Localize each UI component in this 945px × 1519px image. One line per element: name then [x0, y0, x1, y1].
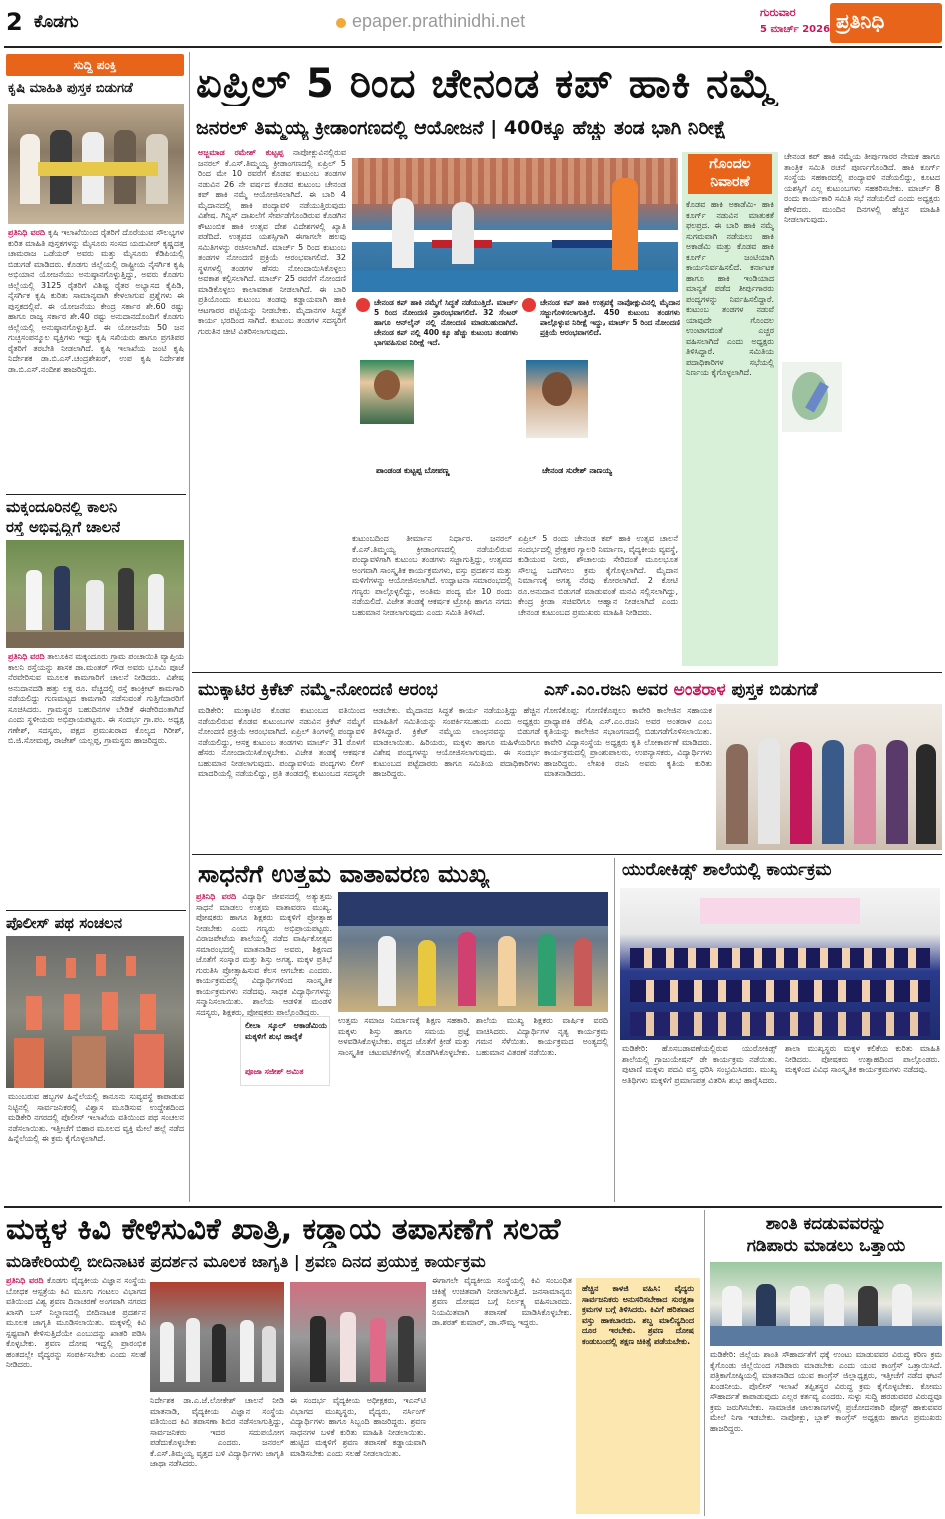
road-headline-2: ರಸ್ತೆ ಅಭಿವೃದ್ಧಿಗೆ ಚಾಲನೆ [6, 518, 121, 536]
sun-icon [336, 18, 346, 28]
column-divider [704, 1210, 705, 1516]
sadhane-headline: ಸಾಧನೆಗೆ ಉತ್ತಮ ವಾತಾವರಣ ಮುಖ್ಯ [198, 860, 490, 888]
sadhane-body: ವಿದ್ಯಾರ್ಥಿ ಜೀವನದಲ್ಲಿ ಅತ್ಯುತ್ತಮ ಸಾಧನೆ ಮಾಡಲು ಉತ್ತಮ ವಾತಾವರಣ ಮುಖ್ಯ. ಪೋಷಕರು ಹಾಗೂ ಶಿಕ್ಷಕರು ಮಕ್ಕಳಿಗೆ ಪ್ರೋತ್ಸಾಹ ನೀಡಬೇಕು ಎಂದು ಗಣ್ಯರು ಅಭಿಪ್ರಾಯಪಟ್ಟರು. ವಿರಾಜಪೇಟೆಯ ಶಾಲೆಯಲ್ಲಿ ನಡೆದ ವಾರ್ಷಿಕೋತ್ಸವ ಸಮಾರಂಭದಲ್ಲಿ ಮಾತನಾಡಿದ ಅವರು, ಶಿಕ್ಷಣದ ಜೊತೆಗೆ ಸಂಸ್ಕಾರ ಮತ್ತು ಶಿಸ್ತು ಅಗತ್ಯ. ಮಕ್ಕಳ ಪ್ರತಿಭೆ ಗುರುತಿಸಿ ಪ್ರೋತ್ಸಾಹಿಸುವ ಕೆಲಸ ಆಗಬೇಕು ಎಂದರು. ಕಾರ್ಯಕ್ರಮದಲ್ಲಿ ವಿದ್ಯಾರ್ಥಿಗಳಿಂದ ಸಾಂಸ್ಕೃತಿಕ ಕಾರ್ಯಕ್ರಮಗಳು ನಡೆದವು. ಸಾಧಕ ವಿದ್ಯಾರ್ಥಿಗಳನ್ನು ಸನ್ಮಾನಿಸಲಾಯಿತು. ಶಾಲೆಯ ಆಡಳಿತ ಮಂಡಳಿ ಸದಸ್ಯರು, ಶಿಕ್ಷಕರು, ಪೋಷಕರು ಪಾಲ್ಗೊಂಡಿದ್ದರು. [196, 892, 332, 1017]
lead-col2: ಕುಟುಂಬದಿಂದ ತೀರ್ಮಾನ ನಿರ್ಧಾರ. ಜನರಲ್ ಕೆ.ಎಸ್.ತಿಮ್ಮಯ್ಯ ಕ್ರೀಡಾಂಗಣದಲ್ಲಿ ನಡೆಯಲಿರುವ ಪಂದ್ಯಾವಳಿಗಾಗಿ ಕುಟುಂಬ ತಂಡಗಳು ಸಜ್ಜಾಗುತ್ತಿದ್ದು, ಉತ್ಸವದ ಅಂಗವಾಗಿ ಸಾಂಸ್ಕೃತಿಕ ಕಾರ್ಯಕ್ರಮಗಳು, ವಸ್ತು ಪ್ರದರ್ಶನ ಮತ್ತು ಮಳಿಗೆಗಳನ್ನು ಆಯೋಜಿಸಲಾಗಿದೆ. ಉದ್ಘಾಟನಾ ಸಮಾರಂಭದಲ್ಲಿ ಗಣ್ಯರು ಪಾಲ್ಗೊಳ್ಳಲಿದ್ದು, ಅಂತಿಮ ಪಂದ್ಯ ಮೇ 10 ರಂದು ನಡೆಯಲಿದೆ. ವಿಜೇತ ತಂಡಕ್ಕೆ ಆಕರ್ಷಕ ಟ್ರೋಫಿ ಹಾಗೂ ನಗದು ಬಹುಮಾನ ನೀಡಲಾಗುವುದು ಎಂದು ಸಮಿತಿ ತಿಳಿಸಿದೆ. [352, 534, 512, 617]
left-column [0, 48, 188, 1208]
divider [192, 854, 942, 855]
rajani-head-pre: ಎಸ್.ಎಂ.ರಜನಿ ಅವರ [544, 680, 668, 700]
press-meet-photo [710, 1262, 942, 1346]
site-url[interactable]: epaper.prathinidhi.net [352, 11, 526, 31]
issue-date: 5 ಮಾರ್ಚ್ 2026 [760, 24, 831, 35]
book-body: ಕೃಷಿ ಇಲಾಖೆಯಿಂದ ರೈತರಿಗೆ ದೊರೆಯುವ ಸೌಲಭ್ಯಗಳ ಕುರಿತ ಮಾಹಿತಿ ಪುಸ್ತಕಗಳನ್ನು ಮೈಸೂರು ಸಂಸದ ಯದುವೀರ್ ಕೃಷ್ಣದತ್ತ ಚಾಮರಾಜ ಒಡೆಯರ್ ಅವರು ಮತ್ತು ಮೈಸೂರು ಕೆಡಿಪಿಯಲ್ಲಿ ಬಿಡುಗಡೆ ಮಾಡಿದರು. ಕೊಡಗು ಜಿಲ್ಲೆಯಲ್ಲಿ ರಾಷ್ಟ್ರೀಯ ನೈಸರ್ಗಿಕ ಕೃಷಿ ಅಭಿಯಾನ ಯೋಜನೆಯು ಅನುಷ್ಠಾನಗೊಳ್ಳುತ್ತಿದ್ದು, ಅವರು ಕೊಡಗು ಜಿಲ್ಲೆಯಲ್ಲಿ 3125 ರೈತರಿಗೆ ವಿಶಿಷ್ಟ ರೈತರ ಅಭ್ಯಾಸದ ಕೈಪಿಡಿ, ನೈಸರ್ಗಿಕ ಕೃಷಿ ಕುರಿತು ಸಾಮಾನ್ಯವಾಗಿ ಕೇಳಲಾಗುವ ಪ್ರಶ್ನೆಗಳು ಈ ಪುಸ್ತಕದಲ್ಲಿವೆ. ಈ ಯೋಜನೆಯು ಕೇಂದ್ರ ಸರ್ಕಾರ ಶೇ.60 ರಷ್ಟು ಹಾಗೂ ರಾಜ್ಯ ಸರ್ಕಾರ ಶೇ.40 ರಷ್ಟು ಅನುದಾನದೊಂದಿಗೆ ಕೊಡಗು ಜಿಲ್ಲೆಯಲ್ಲಿ ಅನುಷ್ಠಾನಗೊಳ್ಳುತ್ತಿದೆ. ಈ ಯೋಜನೆಯ 50 ಜನ ಗುಚ್ಛಸಂಪನ್ಮೂಲ ವ್ಯಕ್ತಿಗಳು ಇದ್ದು ಕೃಷಿ ಸಖಿಯರು ಹಾಗೂ ಪ್ರಗತಿಪರ ರೈತರಿಗೆ ತರಬೇತಿ ನೀಡಲಾಗಿದೆ. ಕೃಷಿ ಇಲಾಖೆಯ ಜಂಟಿ ಕೃಷಿ ನಿರ್ದೇಶಕ ಡಾ.ಬಿ.ಎಸ್.ಚಂದ್ರಶೇಖರ್, ಉಪ ಕೃಷಿ ನಿರ್ದೇಶಕ ಡಾ.ಬಿ.ಎಸ್.ನಂದೀಶ ಹಾಜರಿದ್ದರು. [8, 228, 184, 374]
lead-byline: ಅಜ್ಜಮಾಡ ರಮೇಶ್ ಕುಟ್ಟಪ್ಪ [198, 148, 284, 157]
quote-icon [356, 298, 370, 312]
section-tag [6, 54, 184, 76]
page-number: 2 [6, 8, 23, 36]
book-byline: ಪ್ರತಿನಿಧಿ ವರದಿ [8, 228, 46, 237]
book-release-photo [8, 104, 184, 224]
quote-box-2 [522, 298, 680, 526]
rajani-head-accent: ಅಂತರಾಳ [673, 680, 726, 700]
book-headline: ಕೃಷಿ ಮಾಹಿತಿ ಪುಸ್ತಕ ಬಿಡುಗಡೆ [8, 81, 133, 96]
rajani-headline [544, 680, 942, 700]
bottom-subheadline: ಮಡಿಕೇರಿಯಲ್ಲಿ ಬೀದಿನಾಟಕ ಪ್ರದರ್ಶನ ಮೂಲಕ ಜಾಗೃತಿ | ಶ್ರವಣ ದಿನದ ಪ್ರಯುಕ್ತ ಕಾರ್ಯಕ್ರಮ [6, 1252, 486, 1271]
column-divider [189, 52, 190, 1202]
lead-col1 [198, 148, 346, 666]
quote-2-portrait [526, 360, 588, 438]
bottom-col3: ಈ ಸಂದರ್ಭ ವೈದ್ಯಕೀಯ ಅಧೀಕ್ಷಕರು, ಇಎನ್‌ಟಿ ವಿಭಾಗದ ಮುಖ್ಯಸ್ಥರು, ವೈದ್ಯರು, ನರ್ಸಿಂಗ್ ವಿದ್ಯಾರ್ಥಿಗಳು ಹಾಗೂ ಸಿಬ್ಬಂದಿ ಹಾಜರಿದ್ದರು. ಶ್ರವಣ ಸಾಧನಗಳ ಬಳಕೆ ಕುರಿತು ಮಾಹಿತಿ ನೀಡಲಾಯಿತು. ಹುಟ್ಟಿದ ಮಕ್ಕಳಿಗೆ ಶ್ರವಣ ತಪಾಸಣೆ ಕಡ್ಡಾಯವಾಗಿ ಮಾಡಿಸಬೇಕು ಎಂದು ಸಲಹೆ ನೀಡಲಾಯಿತು. [290, 1396, 426, 1458]
gondala-title-2: ನಿವಾರಣೆ [710, 174, 750, 190]
cricket-headline: ಮುಕ್ಕಾಟಿರ ಕ್ರಿಕೆಟ್ ನಮ್ಮೆ-ನೋಂದಣಿ ಆರಂಭ [198, 680, 438, 700]
rajani-head-post: ಪುಸ್ತಕ ಬಿಡುಗಡೆ [731, 680, 818, 700]
gondala-body-2: ಚೇನಂಡ ಕಪ್ ಹಾಕಿ ನಮ್ಮೆಯ ತೀರ್ಪುಗಾರರ ನೇಮಕ ಹಾಗೂ ತಾಂತ್ರಿಕ ಸಮಿತಿ ರಚನೆ ಪೂರ್ಣಗೊಂಡಿದೆ. ಹಾಕಿ ಕೂರ್ಗ್ ಸಂಸ್ಥೆಯ ಸಹಕಾರದಲ್ಲಿ ಪಂದ್ಯಾವಳಿ ನಡೆಯಲಿದ್ದು, ಕೂಟದ ಯಶಸ್ಸಿಗೆ ಎಲ್ಲ ಕುಟುಂಬಗಳು ಸಹಕರಿಸಬೇಕು. ಮಾರ್ಚ್ 8 ರಂದು ಕಾರ್ಯಕಾರಿ ಸಮಿತಿ ಸಭೆ ನಡೆಯಲಿದೆ ಎಂದು ಅಧ್ಯಕ್ಷರು ಹೇಳಿದರು. ಮುಂದಿನ ದಿನಗಳಲ್ಲಿ ಹೆಚ್ಚಿನ ಮಾಹಿತಿ ನೀಡಲಾಗುವುದು. [784, 152, 940, 224]
book-release-group-photo [716, 704, 942, 850]
hockey-illustration [782, 362, 842, 432]
quote-2-text: ಚೇನಂಡ ಕಪ್ ಹಾಕಿ ಉತ್ಸವಕ್ಕೆ ನಾಪೋಕ್ಲುವಿನಲ್ಲಿ ಮೈದಾನ ಸಜ್ಜುಗೊಳಿಸಲಾಗುತ್ತಿದೆ. 450 ಕುಟುಂಬ ತಂಡಗಳು ಪಾಲ್ಗೊಳ್ಳುವ ನಿರೀಕ್ಷೆ ಇದ್ದು, ಮಾರ್ಚ್ 5 ರಿಂದ ನೋಂದಣಿ ಪ್ರಕ್ರಿಯೆ ಆರಂಭವಾಗಲಿದೆ. [540, 298, 680, 337]
bottom-col1 [6, 1276, 146, 1514]
bottom-col1-body: ಕೊಡಗು ವೈದ್ಯಕೀಯ ವಿಜ್ಞಾನ ಸಂಸ್ಥೆಯ ಬೋಧಕ ಆಸ್ಪತ್ರೆಯ ಕಿವಿ ಮೂಗು ಗಂಟಲು ವಿಭಾಗದ ವತಿಯಿಂದ ವಿಶ್ವ ಶ್ರವಣ ದಿನಾಚರಣೆ ಅಂಗವಾಗಿ ನಗರದ ಖಾಸಗಿ ಬಸ್ ನಿಲ್ದಾಣದಲ್ಲಿ ಬೀದಿನಾಟಕ ಪ್ರದರ್ಶನ ಮೂಲಕ ಜಾಗೃತಿ ಮೂಡಿಸಲಾಯಿತು. ಮಕ್ಕಳಲ್ಲಿ ಕಿವಿ ಸ್ಪಷ್ಟವಾಗಿ ಕೇಳಿಸುತ್ತಿದೆಯೇ ಎಂಬುದನ್ನು ಖಾತರಿ ಪಡಿಸಿ ಕೊಳ್ಳಬೇಕು. ಶ್ರವಣ ದೋಷ ಇದ್ದಲ್ಲಿ ಪ್ರಾರಂಭಿಕ ಹಂತದಲ್ಲೇ ವೈದ್ಯರನ್ನು ಸಂಪರ್ಕಿಸಬೇಕು ಎಂದು ಸಲಹೆ ನೀಡಿದರು. [6, 1276, 146, 1369]
bottom-headline: ಮಕ್ಕಳ ಕಿವಿ ಕೇಳಿಸುವಿಕೆ ಖಾತ್ರಿ, ಕಡ್ಡಾಯ ತಪಾಸಣೆಗೆ ಸಲಹೆ [6, 1212, 561, 1247]
bottom-col2: ನಿರ್ದೇಶಕ ಡಾ.ಎ.ಜೆ.ಲೋಕೇಶ್ ಚಾಲನೆ ನೀಡಿ ಮಾತನಾಡಿ, ವೈದ್ಯಕೀಯ ವಿಜ್ಞಾನ ಸಂಸ್ಥೆಯ ವತಿಯಿಂದ ಕಿವಿ ತಪಾಸಣಾ ಶಿಬಿರ ನಡೆಸಲಾಗುತ್ತಿದ್ದು, ಸಾರ್ವಜನಿಕರು ಇದರ ಸದುಪಯೋಗ ಪಡೆದುಕೊಳ್ಳಬೇಕು ಎಂದರು. ಜನರಲ್ ಕೆ.ಎಸ್.ತಿಮ್ಮಯ್ಯ ವೃತ್ತದ ಬಳಿ ವಿದ್ಯಾರ್ಥಿಗಳು ಜಾಗೃತಿ ಜಾಥಾ ನಡೆಸಿದರು. [150, 1396, 284, 1468]
police-march-photo [6, 936, 184, 1088]
quote-2-name: ಚೇನಂಡ ಸುರೇಶ್ ನಾಣಯ್ಯ [542, 466, 612, 475]
gondala-box [682, 152, 942, 666]
quote-1-portrait [360, 360, 414, 424]
lead-col3: ಏಪ್ರಿಲ್ 5 ರಂದು ಚೇನಂಡ ಕಪ್ ಹಾಕಿ ಉತ್ಸವ ಚಾಲನೆ ಸಂದರ್ಭದಲ್ಲಿ ಪ್ರೇಕ್ಷಕರ ಗ್ಯಾಲರಿ ನಿರ್ಮಾಣ, ವೈದ್ಯಕೀಯ ವ್ಯವಸ್ಥೆ, ಕುಡಿಯುವ ನೀರು, ಶೌಚಾಲಯ ಸೇರಿದಂತೆ ಮೂಲಭೂತ ಸೌಲಭ್ಯ ಒದಗಿಸಲು ಕ್ರಮ ಕೈಗೊಳ್ಳಲಾಗಿದೆ. ಮೈದಾನ ನಿರ್ಮಾಣಕ್ಕೆ ಅಗತ್ಯ ನೆರವು ಕೋರಲಾಗಿದೆ. 2 ಕೋಟಿ ರೂ.ಅನುದಾನ ಬಿಡುಗಡೆ ಮಾಡುವಂತೆ ಮನವಿ ಸಲ್ಲಿಸಲಾಗಿದ್ದು, ಕೇಂದ್ರ ಕ್ರೀಡಾ ಸಚಿವರಿಗೂ ಆಹ್ವಾನ ನೀಡಲಾಗಿದೆ ಎಂದು ಚೇನಂಡ ಕುಟುಂಬದ ಪ್ರಮುಖರು ಮಾಹಿತಿ ನೀಡಿದರು. [518, 534, 678, 617]
bottom-byline: ಪ್ರತಿನಿಧಿ ವರದಿ [6, 1276, 44, 1285]
sadhane-quote-box [240, 1016, 330, 1086]
section-tag-label: ಸುದ್ದಿ ಪಂಕ್ತಿ [73, 58, 117, 72]
gondala-title-1: ಗೊಂದಲ [709, 156, 751, 172]
euro-body: ಮಡಿಕೇರಿ: ಹೊಸಬಡಾವಣೆಯಲ್ಲಿರುವ ಯುರೋಕಿಡ್ಸ್ ಶಾಲೆಯಲ್ಲಿ ಗ್ರಾಜುಯೇಷನ್ ಡೇ ಕಾರ್ಯಕ್ರಮ ನಡೆಯಿತು. ಪುಟಾಣಿ ಮಕ್ಕಳು ಪದವಿ ವಸ್ತ್ರ ಧರಿಸಿ ಸಂಭ್ರಮಿಸಿದರು. ಮುಖ್ಯ ಅತಿಥಿಗಳು ಮಕ್ಕಳಿಗೆ ಪ್ರಮಾಣಪತ್ರ ವಿತರಿಸಿ ಶುಭ ಹಾರೈಸಿದರು. ಶಾಲಾ ಮುಖ್ಯಸ್ಥರು ಮಕ್ಕಳ ಕಲಿಕೆಯ ಕುರಿತು ಮಾಹಿತಿ ನೀಡಿದರು. ಪೋಷಕರು ಉತ್ಸಾಹದಿಂದ ಪಾಲ್ಗೊಂಡರು. ಮಕ್ಕಳಿಂದ ವಿವಿಧ ಸಾಂಸ್ಕೃತಿಕ ಕಾರ್ಯಕ್ರಮಗಳು ನಡೆದವು. [622, 1044, 940, 1085]
bottom-col4: ಈಗಾಗಲೇ ವೈದ್ಯಕೀಯ ಸಂಸ್ಥೆಯಲ್ಲಿ ಕಿವಿ ಸಂಬಂಧಿತ ಚಿಕಿತ್ಸೆ ಉಚಿತವಾಗಿ ನೀಡಲಾಗುತ್ತಿದೆ. ಜನಸಾಮಾನ್ಯರು ಶ್ರವಣ ದೋಷದ ಬಗ್ಗೆ ನಿರ್ಲಕ್ಷ್ಯ ವಹಿಸಬಾರದು. ನಿಯಮಿತವಾಗಿ ತಪಾಸಣೆ ಮಾಡಿಸಿಕೊಳ್ಳಬೇಕು. ಡಾ.ಶರತ್ ಕುಮಾರ್, ಡಾ.ಸೌಮ್ಯ ಇದ್ದರು. [432, 1276, 572, 1327]
cricket-body: ಮಡಿಕೇರಿ: ಮುಕ್ಕಾಟಿರ ಕೊಡವ ಕುಟುಂಬದ ವತಿಯಿಂದ ನಡೆಯಲಿರುವ ಕೊಡವ ಕುಟುಂಬಗಳ ನಡುವಿನ ಕ್ರಿಕೆಟ್ ನಮ್ಮೆಗೆ ನೋಂದಣಿ ಪ್ರಕ್ರಿಯೆ ಆರಂಭವಾಗಿದೆ. ಏಪ್ರಿಲ್ ತಿಂಗಳಲ್ಲಿ ಪಂದ್ಯಾವಳಿ ನಡೆಯಲಿದ್ದು, ಆಸಕ್ತ ಕುಟುಂಬ ತಂಡಗಳು ಮಾರ್ಚ್ 31 ರೊಳಗೆ ಹೆಸರು ನೋಂದಾಯಿಸಿಕೊಳ್ಳಬೇಕು. ವಿಜೇತ ತಂಡಕ್ಕೆ ಆಕರ್ಷಕ ಬಹುಮಾನ ನೀಡಲಾಗುವುದು. ಪಂದ್ಯಾವಳಿಯ ಪಂದ್ಯಗಳು ಲೀಗ್ ಮಾದರಿಯಲ್ಲಿ ನಡೆಯಲಿದ್ದು, ಪ್ರತಿ ತಂಡದಲ್ಲಿ ಕುಟುಂಬದ ಸದಸ್ಯರೇ ಆಡಬೇಕು. ಮೈದಾನದ ಸಿದ್ಧತೆ ಕಾರ್ಯ ನಡೆಯುತ್ತಿದ್ದು ಹೆಚ್ಚಿನ ಮಾಹಿತಿಗೆ ಸಮಿತಿಯನ್ನು ಸಂಪರ್ಕಿಸಬಹುದು ಎಂದು ಅಧ್ಯಕ್ಷರು ತಿಳಿಸಿದ್ದಾರೆ. ಕ್ರಿಕೆಟ್ ನಮ್ಮೆಯ ಲಾಂಛನವನ್ನು ಬಿಡುಗಡೆ ಮಾಡಲಾಯಿತು. ಹಿರಿಯರು, ಮಕ್ಕಳು ಹಾಗೂ ಮಹಿಳೆಯರಿಗೂ ವಿಶೇಷ ಪಂದ್ಯಗಳನ್ನು ಆಯೋಜಿಸಲಾಗುವುದು. ಈ ಸಂದರ್ಭ ಕುಟುಂಬದ ಪಟ್ಟೆದಾರರು ಹಾಗೂ ಸಮಿತಿಯ ಪದಾಧಿಕಾರಿಗಳು ಹಾಜರಿದ್ದರು. [198, 706, 540, 778]
lead-subheadline: ಜನರಲ್ ತಿಮ್ಮಯ್ಯ ಕ್ರೀಡಾಂಗಣದಲ್ಲಿ ಆಯೋಜನೆ | 400ಕ್ಕೂ ಹೆಚ್ಚು ತಂಡ ಭಾಗಿ ನಿರೀಕ್ಷೆ [196, 117, 727, 139]
quote-1-text: ಚೇನಂಡ ಕಪ್ ಹಾಕಿ ನಮ್ಮೆಗೆ ಸಿದ್ಧತೆ ನಡೆಯುತ್ತಿದೆ. ಮಾರ್ಚ್ 5 ರಿಂದ ನೋಂದಣಿ ಪ್ರಾರಂಭವಾಗಲಿದೆ. 32 ಸೆಂಟರ್ ಹಾಗೂ ಆನ್‌ಲೈನ್ ನಲ್ಲಿ ನೋಂದಣಿ ಮಾಡಬಹುದಾಗಿದೆ. ಚೇನಂಡ ಕಪ್ ನಲ್ಲಿ 400 ಕ್ಕೂ ಹೆಚ್ಚು ಕುಟುಂಬ ತಂಡಗಳು ಭಾಗವಹಿಸುವ ನಿರೀಕ್ಷೆ ಇದೆ. [374, 298, 518, 347]
road-headline-1: ಮಕ್ಕಂದೂರಿನಲ್ಲಿ ಕಾಲನಿ [6, 498, 118, 516]
march-story: ಮುಂಬರುವ ಹಬ್ಬಗಳ ಹಿನ್ನೆಲೆಯಲ್ಲಿ ಕಾನೂನು ಸುವ್ಯವಸ್ಥೆ ಕಾಪಾಡುವ ನಿಟ್ಟಿನಲ್ಲಿ ಸಾರ್ವಜನಿಕರಲ್ಲಿ ವಿಶ್ವಾಸ ಮೂಡಿಸುವ ಉದ್ದೇಶದಿಂದ ಮಡಿಕೇರಿ ನಗರದಲ್ಲಿ ಪೊಲೀಸ್ ಇಲಾಖೆಯ ವತಿಯಿಂದ ಪಥ ಸಂಚಲನ ನಡೆಸಲಾಯಿತು. ಇತ್ತೀಚೆಗೆ ಬಿಹಾರ ಮೂಲದ ವ್ಯಕ್ತಿ ಮೇಲೆ ಹಲ್ಲೆ ನಡೆದ ಹಿನ್ನೆಲೆಯಲ್ಲಿ ಈ ಕ್ರಮ ಕೈಗೊಳ್ಳಲಾಗಿದೆ. [8, 1092, 184, 1143]
school-event-photo [338, 892, 608, 1012]
rajani-body: ಗೋಣಿಕೊಪ್ಪ: ಗೋಣಿಕೊಪ್ಪಲು ಕಾವೇರಿ ಕಾಲೇಜಿನ ಸಹಾಯಕ ಪ್ರಾಧ್ಯಾಪಕಿ ಡೆಲಿಷಿ ಎಸ್.ಎಂ.ರಜನಿ ಅವರ ಅಂತರಾಳ ಎಂಬ ಕೃತಿಯನ್ನು ಕಾಲೇಜಿನ ಸಭಾಂಗಣದಲ್ಲಿ ಬಿಡುಗಡೆಗೊಳಿಸಲಾಯಿತು. ಕಾವೇರಿ ವಿದ್ಯಾಸಂಸ್ಥೆಯ ಅಧ್ಯಕ್ಷರು ಕೃತಿ ಲೋಕಾರ್ಪಣೆ ಮಾಡಿದರು. ಕಾರ್ಯಕ್ರಮದಲ್ಲಿ ಪ್ರಾಂಶುಪಾಲರು, ಉಪನ್ಯಾಸಕರು, ವಿದ್ಯಾರ್ಥಿಗಳು ಹಾಜರಿದ್ದರು. ಲೇಖಕಿ ರಜನಿ ಅವರು ಕೃತಿಯ ಕುರಿತು ಮಾತನಾಡಿದರು. [544, 706, 712, 778]
quote-1-name: ಪಾಂಡಂಡ ಕುಟ್ಟಪ್ಪ ಬೋಪಣ್ಣ [376, 466, 450, 475]
quote-box-1 [356, 298, 518, 526]
quote-icon [522, 298, 536, 312]
road-byline: ಪ್ರತಿನಿಧಿ ವರದಿ [8, 652, 45, 661]
divider [192, 672, 942, 673]
divider [4, 1206, 942, 1208]
road-body: ತಾಲೂಕಿನ ಮಕ್ಕಂದೂರು ಗ್ರಾಮ ಪಂಚಾಯಿತಿ ವ್ಯಾಪ್ತಿಯ ಕಾಲನಿ ರಸ್ತೆಯನ್ನು ಶಾಸಕ ಡಾ.ಮಂತರ್ ಗೌಡ ಅವರು ಭೂಮಿ ಪೂಜೆ ನೆರವೇರಿಸುವ ಮೂಲಕ ಕಾಮಗಾರಿಗೆ ಚಾಲನೆ ನೀಡಿದರು. ವಿಶೇಷ ಅನುದಾನದಡಿ ಹತ್ತು ಲಕ್ಷ ರೂ. ವೆಚ್ಚದಲ್ಲಿ ರಸ್ತೆ ಕಾಂಕ್ರೀಟ್ ಕಾಮಗಾರಿ ನಡೆಯಲಿದ್ದು ಗುಣಮಟ್ಟದ ಕಾಮಗಾರಿ ನಡೆಸುವಂತೆ ಗುತ್ತಿಗೆದಾರರಿಗೆ ಸೂಚಿಸಿದರು. ಗ್ರಾಮಸ್ಥರ ಬಹುದಿನಗಳ ಬೇಡಿಕೆ ಈಡೇರಿದಂತಾಗಿದೆ ಎಂದು ಸ್ಥಳೀಯರು ಅಭಿಪ್ರಾಯಪಟ್ಟರು. ಈ ಸಂದರ್ಭ ಗ್ರಾ.ಪಂ. ಅಧ್ಯಕ್ಷ ಗಣೇಶ್, ಸದಸ್ಯರು, ಪಕ್ಷದ ಪ್ರಮುಖರಾದ ಕೊಲ್ಯದ ಗಿರೀಶ್, ಬಿ.ಜಿ.ಸೋಮಪ್ಪ, ರಾಜೇಶ್ ಯಲ್ಲಪ್ಪ, ಗ್ರಾಮಸ್ಥರು ಹಾಜರಿದ್ದರು. [8, 652, 184, 745]
divider [6, 910, 186, 911]
brand-logo [830, 3, 942, 43]
shanti-body: ಮಡಿಕೇರಿ: ಜಿಲ್ಲೆಯ ಶಾಂತಿ ಸೌಹಾರ್ದತೆಗೆ ಧಕ್ಕೆ ಉಂಟು ಮಾಡುವವರ ವಿರುದ್ಧ ಕಠಿಣ ಕ್ರಮ ಕೈಗೊಂಡು ಜಿಲ್ಲೆಯಿಂದ ಗಡಿಪಾರು ಮಾಡಬೇಕು ಎಂದು ಯುವ ಕಾಂಗ್ರೆಸ್ ಒತ್ತಾಯಿಸಿದೆ. ಪತ್ರಿಕಾಗೋಷ್ಠಿಯಲ್ಲಿ ಮಾತನಾಡಿದ ಯುವ ಕಾಂಗ್ರೆಸ್ ಜಿಲ್ಲಾಧ್ಯಕ್ಷರು, ಇತ್ತೀಚೆಗೆ ನಡೆದ ಘಟನೆ ಖಂಡನೀಯ. ಪೊಲೀಸ್ ಇಲಾಖೆ ತಪ್ಪಿತಸ್ಥರ ವಿರುದ್ಧ ಕ್ರಮ ಕೈಗೊಳ್ಳಬೇಕು. ಕೋಮು ಸೌಹಾರ್ದತೆ ಕಾಪಾಡುವುದು ಎಲ್ಲರ ಕರ್ತವ್ಯ ಎಂದರು. ಸುಳ್ಳು ಸುದ್ದಿ ಹರಡುವವರ ವಿರುದ್ಧವೂ ಕ್ರಮ ಜರುಗಿಸಬೇಕು. ಸಾಮಾಜಿಕ ಜಾಲತಾಣಗಳಲ್ಲಿ ಪ್ರಚೋದನಕಾರಿ ಪೋಸ್ಟ್ ಹಾಕುವವರ ಮೇಲೆ ನಿಗಾ ಇಡಬೇಕು. ನಾಪೋಕ್ಲು, ಬ್ಲಾಕ್ ಕಾಂಗ್ರೆಸ್ ಅಧ್ಯಕ್ಷರು ಹಾಗೂ ಪ್ರಮುಖರು ಹಾಜರಿದ್ದರು. [710, 1350, 942, 1433]
sadhane-quote: ಲೀಲಾ ಸ್ಕೂಲ್ ಆಕಾಡೆಮಿಯ ಮಕ್ಕಳಿಗೆ ಶುಭ ಹಾರೈಕೆ [245, 1021, 327, 1041]
march-headline: ಪೊಲೀಸ್ ಪಥ ಸಂಚಲನ [6, 914, 123, 932]
street-play-photo-2 [290, 1282, 426, 1392]
sadhane-byline: ಪ್ರತಿನಿಧಿ ವರದಿ [196, 892, 237, 901]
sadhane-quote-name: ಪೂಜಾ ಸಜೀಶ್ ಅಮಿತ [245, 1067, 304, 1076]
gondala-title [688, 154, 772, 194]
issue-day: ಗುರುವಾರ [760, 6, 796, 19]
lead-headline: ಏಪ್ರಿಲ್ 5 ರಿಂದ ಚೇನಂಡ ಕಪ್ ಹಾಕಿ ನಮ್ಮೆ [196, 62, 776, 106]
lead-story [192, 148, 680, 670]
gondala-body: ಕೊಡವ ಹಾಕಿ ಅಕಾಡೆಮಿ- ಹಾಕಿ ಕೂರ್ಗ್ ನಡುವಿನ ಮಾತುಕತೆ ಫಲಪ್ರದ. ಈ ಬಾರಿ ಹಾಕಿ ನಮ್ಮೆ ಸುಗಮವಾಗಿ ನಡೆಯಲು ಹಾಕಿ ಅಕಾಡೆಮಿ ಮತ್ತು ಕೊಡವ ಹಾಕಿ ಕೂರ್ಗ್ ಜಂಟಿಯಾಗಿ ಕಾರ್ಯನಿರ್ವಹಿಸಲಿದೆ. ಕರ್ನಾಟಕ ಹಾಗೂ ಹಾಕಿ ಇಂಡಿಯಾದ ಮಾನ್ಯತೆ ಪಡೆದ ತೀರ್ಪುಗಾರರು ಪಂದ್ಯಗಳನ್ನು ನಿರ್ವಹಿಸಲಿದ್ದಾರೆ. ಕುಟುಂಬ ತಂಡಗಳ ನಡುವೆ ಯಾವುದೇ ಗೊಂದಲ ಉಂಟಾಗದಂತೆ ಎಚ್ಚರ ವಹಿಸಲಾಗಿದೆ ಎಂದು ಅಧ್ಯಕ್ಷರು ತಿಳಿಸಿದ್ದಾರೆ. ಸಮಿತಿಯ ಪದಾಧಿಕಾರಿಗಳ ಸಭೆಯಲ್ಲಿ ನಿರ್ಣಯ ಕೈಗೊಳ್ಳಲಾಗಿದೆ. [686, 200, 774, 377]
bottom-tip-box [576, 1278, 700, 1514]
shanti-headline-1: ಶಾಂತಿ ಕದಡುವವರನ್ನು [765, 1214, 887, 1234]
graduation-photo [620, 888, 940, 1040]
hockey-photo [352, 158, 678, 292]
section-name: ಕೊಡಗು [34, 12, 79, 32]
brand-name: ಪ್ರತಿನಿಧಿ [836, 9, 885, 33]
divider [6, 494, 186, 495]
street-play-photo-1 [150, 1282, 284, 1392]
quote-1-cont [418, 360, 516, 460]
column-divider [614, 858, 615, 1202]
lead-col1-body: ನಾಪೋಕ್ಲುವಿನಲ್ಲಿರುವ ಜನರಲ್ ಕೆ.ಎಸ್.ತಿಮ್ಮಯ್ಯ ಕ್ರೀಡಾಂಗಣದಲ್ಲಿ ಏಪ್ರಿಲ್ 5 ರಿಂದ ಮೇ 10 ರವರೆಗೆ ಕೊಡವ ಕುಟುಂಬ ತಂಡಗಳ ನಡುವಿನ 26 ನೇ ವರ್ಷದ ಕೊಡವ ಕುಟುಂಬ ಚೇನಂಡ ಕಪ್ ಹಾಕಿ ನಮ್ಮೆ ಆಯೋಜಿಸಲಾಗಿದೆ. ಈ ಬಾರಿ 4 ಮೈದಾನದಲ್ಲಿ ಹಾಕಿ ಪಂದ್ಯಾವಳಿ ನಡೆಯುತ್ತಿರುವುದು ವಿಶೇಷ. ಗಿನ್ನಿಸ್ ದಾಖಲೆಗೆ ಸೇರ್ಪಡೆಗೊಂಡಿರುವ ಕೊಡಗಿನ ಕೌಟುಂಬಿಕ ಹಾಕಿ ಉತ್ಸವ ದೇಶ ವಿದೇಶಗಳಲ್ಲಿ ಖ್ಯಾತಿ ಪಡೆದಿದೆ. ಉತ್ಸವದ ಯಶಸ್ಸಿಗಾಗಿ ಈಗಾಗಲೇ ಹಲವು ಸಮಿತಿಗಳನ್ನು ರಚಿಸಲಾಗಿದೆ. ಮಾರ್ಚ್ 5 ರಿಂದ ಕುಟುಂಬ ತಂಡಗಳ ನೋಂದಣಿ ಪ್ರಕ್ರಿಯೆ ಆರಂಭವಾಗಲಿದೆ. 32 ಸ್ಥಳಗಳಲ್ಲಿ ತಂಡಗಳ ಹೆಸರು ನೋಂದಾಯಿಸಿಕೊಳ್ಳಲು ಅವಕಾಶ ಕಲ್ಪಿಸಲಾಗಿದೆ. ಮಾರ್ಚ್ 25 ರವರೆಗೆ ನೋಂದಣಿ ಮಾಡಿಕೊಳ್ಳಲು ಕಾಲಾವಕಾಶ ನೀಡಲಾಗಿದೆ. ಈ ಬಾರಿ ಪ್ರತಿಯೊಂದು ಕುಟುಂಬ ತಂಡವು ಕಡ್ಡಾಯವಾಗಿ ಹಾಕಿ ಆಟಗಾರರ ಪಟ್ಟಿಯನ್ನು ನೀಡಬೇಕು. ಮೈದಾನಗಳ ಸಿದ್ಧತೆ ಕಾರ್ಯ ಭರದಿಂದ ಸಾಗಿದೆ. ಕುಟುಂಬ ತಂಡಗಳ ಸದಸ್ಯರಿಗೆ ಗುರುತಿನ ಚೀಟಿ ವಿತರಿಸಲಾಗುವುದು. [198, 148, 346, 336]
road-story [8, 652, 184, 906]
shanti-headline-2: ಗಡಿಪಾರು ಮಾಡಲು ಒತ್ತಾಯ [746, 1236, 906, 1256]
bottom-tip-text: ಹೆಚ್ಚಿನ ಕಾಳಜಿ ವಹಿಸಿ: ವೈದ್ಯರು ಸಾರ್ವಜನಿಕರು ಅನುಸರಿಸಬೇಕಾದ ಸುರಕ್ಷತಾ ಕ್ರಮಗಳ ಬಗ್ಗೆ ತಿಳಿಸಿದರು. ಕಿವಿಗೆ ಹರಿತವಾದ ವಸ್ತು ಹಾಕಬಾರದು. ಶಬ್ದ ಮಾಲಿನ್ಯದಿಂದ ದೂರ ಇರಬೇಕು. ಶ್ರವಣ ದೋಷ ಕಂಡುಬಂದಲ್ಲಿ ತಕ್ಷಣ ಚಿಕಿತ್ಸೆ ಪಡೆಯಬೇಕು. [582, 1284, 694, 1346]
book-story [8, 228, 184, 490]
masthead [0, 0, 945, 48]
sadhane-body-2: ಉತ್ತಮ ಸಮಾಜ ನಿರ್ಮಾಣಕ್ಕೆ ಶಿಕ್ಷಣ ಸಹಕಾರಿ. ಮಕ್ಕಳು ಶಿಸ್ತು ಹಾಗೂ ಸಮಯ ಪ್ರಜ್ಞೆ ಅಳವಡಿಸಿಕೊಳ್ಳಬೇಕು. ಪಠ್ಯದ ಜೊತೆಗೆ ಕ್ರೀಡೆ ಮತ್ತು ಸಾಂಸ್ಕೃತಿಕ ಚಟುವಟಿಕೆಗಳಲ್ಲಿ ತೊಡಗಿಸಿಕೊಳ್ಳಬೇಕು. ಶಾಲೆಯ ಮುಖ್ಯ ಶಿಕ್ಷಕರು ವಾರ್ಷಿಕ ವರದಿ ವಾಚಿಸಿದರು. ವಿದ್ಯಾರ್ಥಿಗಳ ನೃತ್ಯ ಕಾರ್ಯಕ್ರಮ ಗಮನ ಸೆಳೆಯಿತು. ಕಾರ್ಯಕ್ರಮದ ಅಂತ್ಯದಲ್ಲಿ ಬಹುಮಾನ ವಿತರಣೆ ನಡೆಯಿತು. [338, 1016, 608, 1057]
euro-headline: ಯುರೋಕಿಡ್ಸ್ ಶಾಲೆಯಲ್ಲಿ ಕಾರ್ಯಕ್ರಮ [622, 860, 832, 880]
road-work-photo [6, 540, 184, 648]
